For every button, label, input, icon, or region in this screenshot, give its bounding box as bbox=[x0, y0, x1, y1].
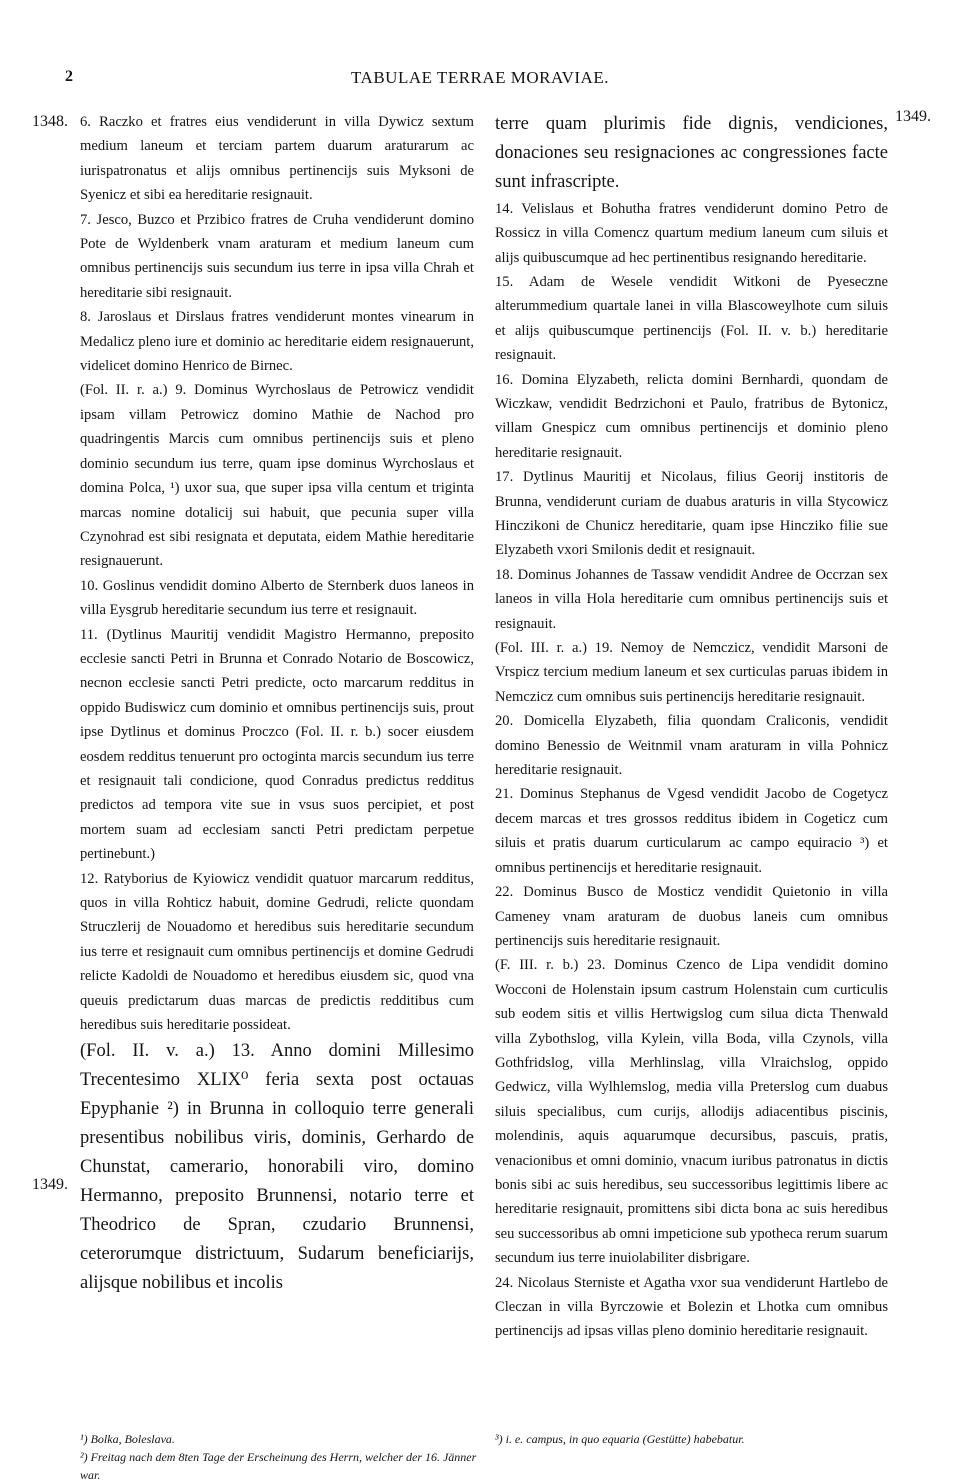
page-number: 2 bbox=[65, 68, 73, 85]
entry-20: 20. Domicella Elyzabeth, filia quondam Craliconis, vendidit domino Benessio de Weitnmil vnam araturam in villa Pohnicz hereditarie resignauit. bbox=[495, 713, 888, 779]
entry-10: 10. Goslinus vendidit domino Alberto de Sternberk duos laneos in villa Eysgrub hereditarie secundum ius terre et resignauit. bbox=[80, 577, 474, 619]
entry-7: 7. Jesco, Buzco et Przibico fratres de Cruha vendiderunt domino Pote de Wyldenberk vnam araturam et medium laneum cum omnibus pertinencijs suis secundum ius terre in ipsa villa Chrah et hereditarie sibi resignauit. bbox=[80, 211, 474, 301]
year-marker: 1349. bbox=[895, 108, 931, 125]
footnotes-right bbox=[495, 1430, 895, 1448]
entry-21: 21. Dominus Stephanus de Vgesd vendidit Jacobo de Cogetycz decem marcas et tres grossos redditus ibidem in Cogeticz cum siluis et pratis duarum curticularum ac campo equiracio ³) et omnibus pertinencijs et hereditarie resignauit. bbox=[495, 786, 888, 876]
entry-17: 17. Dytlinus Mauritij et Nicolaus, filius Georij institoris de Brunna, vendiderunt curiam de duabus araturis in villa Stycowicz Hinczikoni de Chunicz hereditarie, quam ipse Hincziko filie sue Elyzabeth vxori Smilonis dedit et resignauit. bbox=[495, 469, 888, 559]
entry-13: (Fol. II. v. a.) 13. Anno domini Millesimo Trecentesimo XLIX⁰ feria sexta post octauas Epyphanie ²) in Brunna in colloquio terre generali presentibus nobilibus viris, dominis, Gerhardo de Chunstat, camerario, honorabili viro, domino Hermanno, preposito Brunnensi, notario terre et Theodrico de Spran, czudario Brunnensi, ceterorumque districtuum, Sudarum beneficiarijs, alijsque nobilibus et incolis bbox=[80, 1041, 474, 1293]
right-text-column bbox=[495, 110, 888, 1344]
year-marker: 1349. bbox=[32, 1176, 68, 1193]
entry-6: 6. Raczko et fratres eius vendiderunt in villa Dywicz sextum medium laneum et terciam partem duarum araturarum ac iurispatronatus et alijs omnibus pertinencijs suis Myksoni de Syenicz et sibi ea hereditarie resignauit. bbox=[80, 114, 474, 204]
entry-8: 8. Jaroslaus et Dirslaus fratres vendiderunt montes vinearum in Medalicz pleno iure et dominio ac hereditarie eidem resignauerunt, videlicet domino Henrico de Birnec. bbox=[80, 309, 474, 375]
year-marker: 1348. bbox=[32, 113, 68, 130]
entry-19: (Fol. III. r. a.) 19. Nemoy de Nemczicz, vendidit Marsoni de Vrspicz tercium medium laneum et sex curticulas paruas ibidem in Nemczicz cum omnibus suis pertinencijs hereditarie resignauit. bbox=[495, 640, 888, 705]
entry-15: 15. Adam de Wesele vendidit Witkoni de Pyeseczne alterummedium quartale lanei in villa Blascoweylhote cum siluis et alijs quibuscumque pertinencijs (Fol. II. v. b.) hereditarie resignauit. bbox=[495, 273, 888, 364]
entry-13-continued: terre quam plurimis fide dignis, vendiciones, donaciones seu resignaciones ac congressiones facte sunt infrascripte. bbox=[495, 114, 888, 192]
entry-12: 12. Ratyborius de Kyiowicz vendidit quatuor marcarum redditus, quos in villa Rohticz habuit, domine Gedrudi, relicte quondam Struczlerij de Nouadomo et heredibus suis hereditarie secundum ius terre et resignauit cum omnibus pertinencijs et domine Gedrudi relicte Kadoldi de Nouadomo et heredibus eiusdem sic, quod vna queuis predictarum duas marcas de predictis redditibus cum heredibus suis hereditarie possideat. bbox=[80, 870, 474, 1034]
footnote-1: ¹) Bolka, Boleslava. bbox=[80, 1432, 175, 1446]
entry-11: 11. (Dytlinus Mauritij vendidit Magistro Hermanno, preposito ecclesie sancti Petri in Brunna et Conrado Notario de Boscowicz, necnon ecclesie sancti Petri predicte, octo marcarum redditus in oppido Budiswicz cum dominio et omnibus pertinencijs suis, prout ipse Dytlinus et dominus Proczco (Fol. II. r. b.) socer eiusdem eosdem redditus tenuerunt pro octoginta marcis secundum ius terre et resignauit tali condicione, quod Conradus predictus redditus predictos ad tempora vite sue in vsus suos percipiet, et post mortem suam ad ecclesiam sancti Petri predictam perpetue pertinebunt.) bbox=[80, 626, 474, 863]
entry-14: 14. Velislaus et Bohutha fratres vendiderunt domino Petro de Rossicz in villa Comencz quartum medium laneum cum siluis et alijs quibuscumque ad hec pertinentibus resignando hereditarie. bbox=[495, 200, 888, 266]
entry-23: (F. III. r. b.) 23. Dominus Czenco de Lipa vendidit domino Wocconi de Holenstain ipsum castrum Holenstain cum curticulis sub eodem sitis et villis Hertwigslog cum silua dicta Thenwald villa Zybothslog, villa Kylein, villa Boda, villa Czynols, villa Gothfridslog, villa Merhlinslag, villa Vlraichslog, oppido Gedwicz, villa Wylhlemslog, media villa Preterslog cum duabus siluis specialibus, cum curijs, allodijs adiacentibus piscinis, molendinis, aquis aquarumque decursibus, pascuis, pratis, venacionibus et omni dominio, vnacum iuribus patronatus in dictis bonis sibi ac suis heredibus, seu successoribus legittimis libere ac hereditarie resignauit, promittens sibi dicta bona ac suis heredibus seu successoribus ab omni impeticione sub ypotheca rerum suarum secundum ius terre inuiolabiliter disbrigare. bbox=[495, 957, 888, 1267]
footnote-3: ³) i. e. campus, in quo equaria (Gestütte) habebatur. bbox=[495, 1432, 745, 1446]
entry-16: 16. Domina Elyzabeth, relicta domini Bernhardi, quondam de Wiczkaw, vendidit Bedrzichoni et Paulo, fratribus de Bytonicz, villam Gnespicz cum omnibus pertinencijs et dominio pleno hereditarie resignauit. bbox=[495, 371, 888, 461]
entry-9: (Fol. II. r. a.) 9. Dominus Wyrchoslaus de Petrowicz vendidit ipsam villam Petrowicz domino Mathie de Nachod pro quadringentis Marcis cum omnibus pertinencijs suis et pleno dominio secundum ius terre, quam ipse dominus Wyrchoslaus et domina Polca, ¹) uxor sua, que super ipsa villa centum et triginta marcas nomine dotalicij sui habuit, que pecunia super villa Czynohrad est sibi resignata et deputata, eidem Mathie hereditarie resignauerunt. bbox=[80, 382, 474, 570]
entry-24: 24. Nicolaus Sterniste et Agatha vxor sua vendiderunt Hartlebo de Cleczan in villa Byrczowie et Bolezin et Lhotka cum omnibus pertinencijs ad ipsas villas pleno dominio hereditarie resignauit. bbox=[495, 1274, 888, 1340]
running-title: TABULAE TERRAE MORAVIAE. bbox=[351, 68, 609, 87]
entry-22: 22. Dominus Busco de Mosticz vendidit Quietonio in villa Cameney vnam araturam de duobus laneis cum omnibus pertinencijs suis hereditarie resignauit. bbox=[495, 884, 888, 949]
entry-18: 18. Dominus Johannes de Tassaw vendidit Andree de Occrzan sex laneos in villa Hola hereditarie cum omnibus pertinencijs suis et resignauit. bbox=[495, 566, 888, 632]
footnotes-left bbox=[80, 1430, 480, 1484]
left-text-column bbox=[80, 110, 474, 1298]
footnote-2: ²) Freitag nach dem 8ten Tage der Erscheinung des Herrn, welcher der 16. Jänner war. bbox=[80, 1450, 477, 1482]
